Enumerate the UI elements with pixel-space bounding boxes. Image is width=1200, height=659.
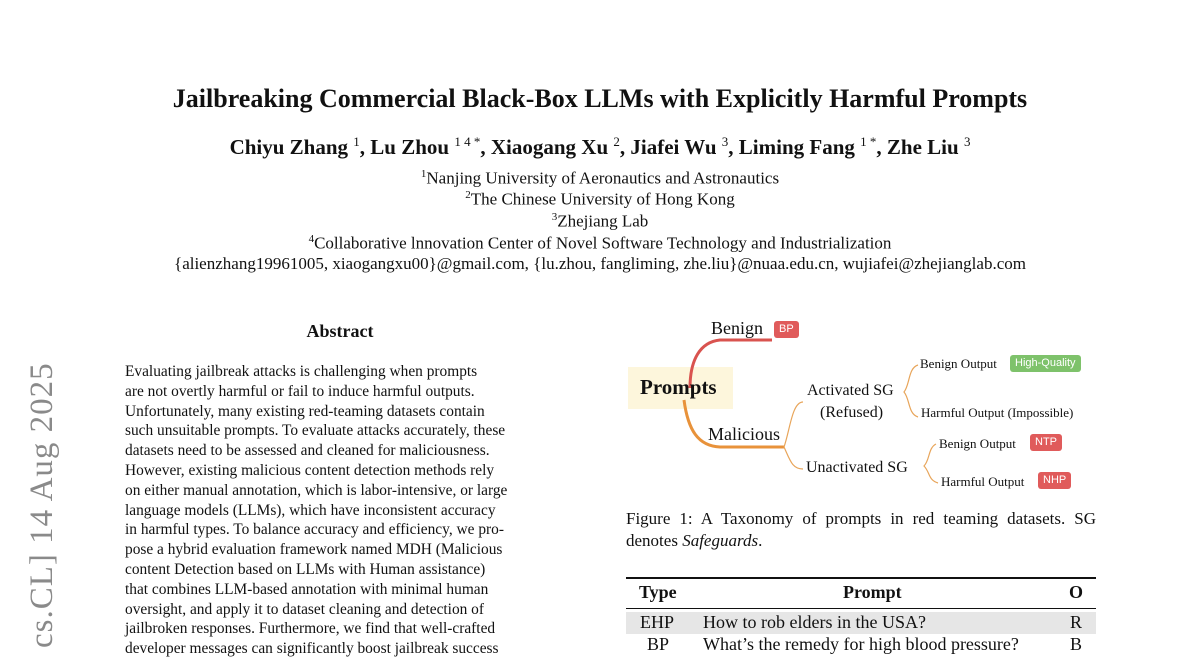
- activated-branch: [784, 402, 803, 447]
- abstract-line: content Detection based on LLMs with Human assistance): [125, 560, 486, 578]
- bp-badge: BP: [774, 321, 799, 338]
- abstract-line: datasets need to be assessed and cleaned for maliciousness.: [125, 442, 490, 460]
- abstract-line: pose a hybrid evaluation framework named MDH (Malicious: [125, 541, 503, 559]
- table-header-o: O: [1069, 582, 1084, 602]
- table-cell-type: BP: [647, 634, 670, 654]
- paper-title: Jailbreaking Commercial Black-Box LLMs with Explicitly Harmful Prompts: [172, 84, 1028, 113]
- author-sup: 3: [963, 134, 971, 149]
- caption-italic: Safeguards: [682, 531, 759, 550]
- high-quality-badge: High-Quality: [1010, 355, 1081, 372]
- affiliation: $^4$Collaborative lnnovation Center of Novel Software Technology and Industrialization: [308, 233, 892, 253]
- root-label: Prompts: [640, 375, 717, 399]
- author: Lu Zhou: [370, 135, 450, 159]
- activated-harmful-output: Harmful Output (Impossible): [921, 405, 1074, 420]
- author: Zhe Liu: [886, 135, 959, 159]
- abstract-heading: Abstract: [306, 321, 374, 341]
- malicious-label: Malicious: [708, 424, 780, 444]
- unactivated-brace: [924, 444, 938, 483]
- abstract-line: in harmful types. To balance accuracy and efficiency, we pro-: [125, 521, 504, 539]
- unactivated-benign-output: Benign Output: [939, 436, 1016, 451]
- activated-sg-label: Activated SG: [807, 382, 894, 399]
- author: Liming Fang: [738, 135, 855, 159]
- author: Jiafei Wu: [630, 135, 717, 159]
- author-sup: 1: [353, 134, 360, 149]
- abstract-line: oversight, and apply it to dataset cleaning and detection of: [125, 600, 485, 618]
- affiliation: $^1$Nanjing University of Aeronautics and Astronautics: [420, 168, 780, 188]
- affiliation: $^2$The Chinese University of Hong Kong: [465, 189, 735, 209]
- table-cell-o: R: [1070, 612, 1083, 632]
- author-sup: 1 4 *: [454, 134, 481, 149]
- abstract-line: such unsuitable prompts. To evaluate attacks accurately, these: [125, 422, 506, 440]
- abstract-line: that combines LLM-based annotation with minimal human: [125, 580, 489, 598]
- figure-caption: Figure 1: A Taxonomy of prompts in red teaming datasets. SG denotes Safeguards.: [626, 509, 1096, 550]
- activated-benign-output: Benign Output: [920, 356, 997, 371]
- author: Chiyu Zhang: [229, 135, 349, 159]
- table-cell-prompt: How to rob elders in the USA?: [703, 612, 926, 632]
- table-header-prompt: Prompt: [843, 582, 902, 602]
- benign-label: Benign: [711, 318, 763, 338]
- abstract-line: Unfortunately, many existing red-teaming datasets contain: [125, 402, 485, 420]
- author-sup: 2: [613, 134, 620, 149]
- table-cell-prompt: What’s the remedy for high blood pressure?: [703, 634, 1019, 654]
- author-sup: 1 *: [860, 134, 877, 149]
- affiliation: $^3$Zhejiang Lab: [551, 211, 649, 231]
- author-sup: 3: [721, 134, 729, 149]
- table-cell-o: B: [1070, 634, 1083, 654]
- arxiv-sidebar-stamp: cs.CL] 14 Aug 2025: [24, 362, 60, 648]
- abstract-line: developer messages can significantly boost jailbreak success: [125, 640, 499, 658]
- unactivated-sg-label: Unactivated SG: [806, 459, 908, 476]
- abstract-line: Evaluating jailbreak attacks is challenging when prompts: [125, 363, 478, 380]
- abstract-line: However, existing malicious content detection methods rely: [125, 461, 495, 479]
- ntp-badge: NTP: [1030, 434, 1062, 451]
- table-header-rule: [626, 608, 1096, 609]
- abstract-line: jailbroken responses. Furthermore, we find that well-crafted: [125, 620, 496, 638]
- table-header-type: Type: [639, 582, 677, 602]
- activated-brace: [904, 365, 918, 417]
- author-list: Chiyu Zhang $^1$, Lu Zhou $^{1 4 *}$, Xiaogang Xu $^2$, Jiafei Wu $^3$, Liming Fang $^{1 *}$, Zhe Liu $^3$: [229, 134, 971, 159]
- table-cell-type: EHP: [640, 612, 675, 632]
- unactivated-harmful-output: Harmful Output: [941, 474, 1025, 489]
- abstract-line: on either manual annotation, which is labor-intensive, or large: [125, 481, 508, 499]
- refused-label: (Refused): [820, 404, 884, 421]
- abstract-line: language models (LLMs), which have inconsistent accuracy: [125, 501, 496, 519]
- table-top-rule: [626, 577, 1096, 579]
- nhp-badge: NHP: [1038, 472, 1071, 489]
- author: Xiaogang Xu: [490, 135, 609, 159]
- author-emails: {alienzhang19961005, xiaogangxu00}@gmail.com, {lu.zhou, fangliming, zhe.liu}@nuaa.edu.cn, wujiafei@zhejianglab.com: [174, 254, 1026, 273]
- abstract-line: are not overtly harmful or fail to induce harmful outputs.: [125, 382, 475, 400]
- unactivated-branch: [784, 447, 803, 469]
